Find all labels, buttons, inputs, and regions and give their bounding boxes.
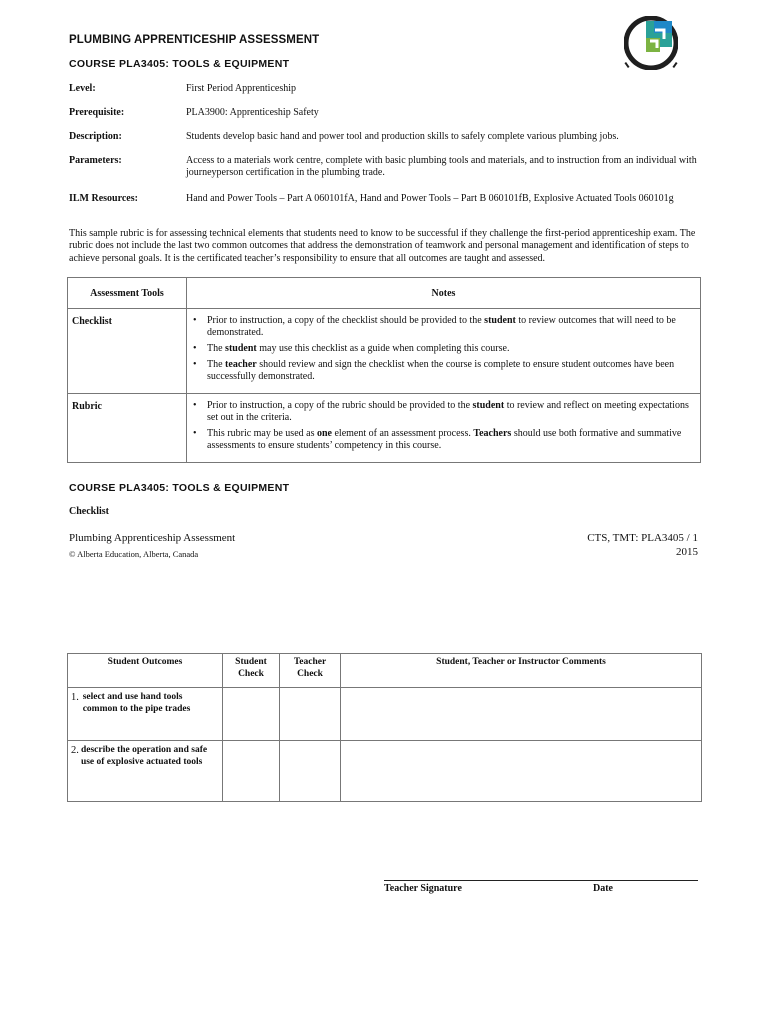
assessment-tools-table — [67, 277, 701, 463]
student-outcomes-table — [67, 653, 702, 802]
outcome-cell — [68, 688, 223, 741]
comments-cell[interactable] — [341, 688, 702, 741]
course-heading: COURSE PLA3405: TOOLS & EQUIPMENT — [69, 58, 290, 70]
outcome-text: select and use hand tools common to the pipe trades — [82, 692, 191, 714]
table-header-row — [68, 278, 701, 309]
rubric-notes — [187, 394, 701, 463]
alberta-education-logo — [624, 16, 678, 70]
description-label: Description: — [69, 131, 122, 142]
prerequisite-value: PLA3900: Apprenticeship Safety — [186, 107, 319, 118]
outcome-number: 1. — [71, 692, 79, 703]
teacher-check-cell[interactable] — [280, 741, 341, 802]
outcome-text: describe the operation and safe use of explosive actuated tools — [80, 745, 208, 767]
footer-copyright: © Alberta Education, Alberta, Canada — [69, 549, 199, 559]
description-value: Students develop basic hand and power tool and production skills to safely complete various plumbing jobs. — [186, 131, 619, 142]
comments-header: Student, Teacher or Instructor Comments — [341, 654, 702, 688]
rubric-label: Rubric — [68, 394, 187, 463]
ilm-resources-label: ILM Resources: — [69, 193, 138, 204]
checklist-label: Checklist — [68, 309, 187, 394]
student-check-cell[interactable] — [223, 741, 280, 802]
document-title: PLUMBING APPRENTICESHIP ASSESSMENT — [69, 34, 320, 46]
footer-title: Plumbing Apprenticeship Assessment — [69, 532, 236, 544]
table-row — [68, 741, 702, 802]
footer-year: 2015 — [676, 546, 698, 558]
student-outcomes-header: Student Outcomes — [68, 654, 223, 688]
list-item: • The student may use this checklist as a guide when completing this course. — [193, 343, 696, 355]
teacher-check-cell[interactable] — [280, 688, 341, 741]
student-check-header: Student Check — [223, 654, 280, 688]
course-heading-2: COURSE PLA3405: TOOLS & EQUIPMENT — [69, 482, 290, 494]
table-header-row — [68, 654, 702, 688]
table-row-rubric — [68, 394, 701, 463]
table-row-checklist — [68, 309, 701, 394]
date-label: Date — [593, 883, 613, 894]
checklist-notes — [187, 309, 701, 394]
parameters-value: Access to a materials work centre, complete with basic plumbing tools and materials, and to instruction from an individual with journeyperson certification in the plumbing trade. — [186, 155, 697, 178]
comments-cell[interactable] — [341, 741, 702, 802]
intro-paragraph: This sample rubric is for assessing technical elements that students need to know to be successful if they challenge the first-period apprenticeship exam. The rubric does not include the last two common outcomes that address the demonstration of teamwork and personal management and identification of steps to achieve personal goals. It is the certificated teacher’s responsibility to ensure that all outcomes are taught and assessed. — [69, 228, 696, 264]
teacher-check-header: Teacher Check — [280, 654, 341, 688]
parameters-label: Parameters: — [69, 155, 122, 166]
footer-course-code: CTS, TMT: PLA3405 / 1 — [587, 532, 698, 544]
list-item: • Prior to instruction, a copy of the rubric should be provided to the student to review and reflect on meeting expectations set out in the criteria. — [193, 400, 696, 424]
table-row — [68, 688, 702, 741]
assessment-tools-header: Assessment Tools — [68, 278, 187, 309]
checklist-heading: Checklist — [69, 506, 109, 517]
signature-line[interactable] — [384, 880, 698, 881]
prerequisite-label: Prerequisite: — [69, 107, 125, 118]
outcome-cell — [68, 741, 223, 802]
list-item: • Prior to instruction, a copy of the checklist should be provided to the student to review outcomes that will need to be demonstrated. — [193, 315, 696, 339]
student-check-cell[interactable] — [223, 688, 280, 741]
outcome-number: 2. — [71, 745, 79, 756]
level-label: Level: — [69, 83, 96, 94]
teacher-signature-label: Teacher Signature — [384, 883, 462, 894]
ilm-resources-value: Hand and Power Tools – Part A 060101fA, Hand and Power Tools – Part B 060101fB, Explosive Actuated Tools 060101g — [186, 193, 674, 204]
list-item: • This rubric may be used as one element of an assessment process. Teachers should use both formative and summative assessments to ensure students’ competency in this course. — [193, 428, 696, 452]
notes-header: Notes — [187, 278, 701, 309]
level-value: First Period Apprenticeship — [186, 83, 296, 94]
list-item: • The teacher should review and sign the checklist when the course is complete to ensure student outcomes have been successfully demonstrated. — [193, 359, 696, 383]
